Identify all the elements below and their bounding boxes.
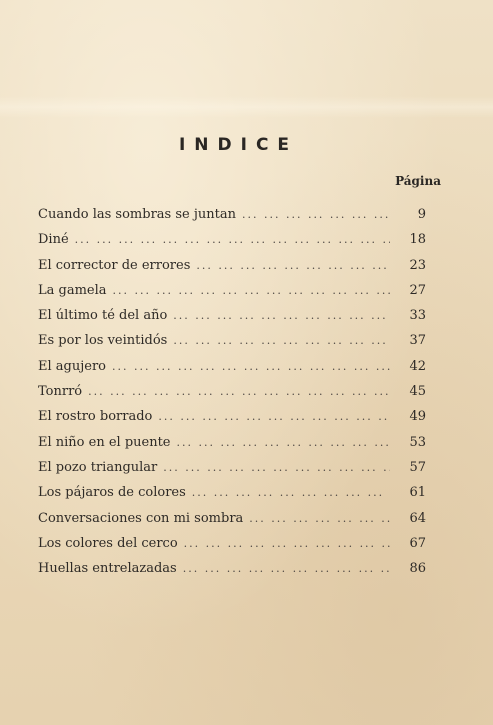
toc-entry (38, 354, 426, 379)
toc-entry-page: 9 (417, 207, 426, 222)
toc-entry-page: 42 (409, 358, 426, 374)
toc-entry (38, 379, 426, 404)
index-title: INDICE (178, 135, 299, 155)
toc-entry-page: 23 (409, 257, 426, 273)
toc-entry (38, 480, 426, 505)
toc-entry (38, 506, 426, 531)
toc-entry (38, 278, 426, 303)
toc-entry (38, 430, 426, 455)
toc-entry (38, 328, 426, 353)
toc-entry-page: 67 (409, 535, 426, 551)
toc-entry (38, 202, 426, 227)
toc-entry-title: Conversaciones con mi sombra (38, 510, 244, 526)
toc-entry-page: 49 (409, 409, 426, 425)
toc-entry-page: 37 (409, 333, 426, 349)
dot-leader (173, 303, 390, 328)
toc-entry-page: 33 (409, 308, 426, 324)
dot-leader (183, 556, 390, 581)
toc-entry (38, 227, 426, 252)
toc-entry (38, 531, 426, 556)
dot-leader (177, 430, 390, 455)
toc-entry (38, 303, 426, 328)
dot-leader (184, 531, 390, 556)
dot-leader (112, 354, 390, 379)
dot-leader (75, 227, 390, 252)
dot-leader (173, 328, 390, 353)
dot-leader (242, 202, 390, 227)
toc-entry-title: Diné (38, 232, 69, 248)
toc-entry-page: 64 (409, 510, 426, 526)
dot-leader (113, 278, 390, 303)
toc-entry-title: Tonrró (38, 384, 83, 400)
toc-entry (38, 455, 426, 480)
dot-leader (158, 404, 390, 429)
toc-entry-title: Los pájaros de colores (38, 485, 186, 501)
toc-entry (38, 404, 426, 429)
toc-entry-title: El último té del año (38, 308, 168, 324)
toc-entry-page: 18 (409, 232, 426, 248)
toc-entry-title: Huellas entrelazadas (38, 561, 177, 577)
dot-leader (88, 379, 390, 404)
toc-entry-title: Los colores del cerco (38, 535, 178, 551)
toc-entry-page: 53 (409, 434, 426, 450)
toc-entry-title: El corrector de errores (38, 257, 191, 273)
toc-entry-title: El agujero (38, 358, 106, 374)
toc-entry-title: Cuando las sombras se juntan (38, 207, 236, 222)
dot-leader (192, 480, 390, 505)
toc-entry-page: 86 (409, 561, 426, 577)
toc-entry-title: El niño en el puente (38, 434, 171, 450)
toc-entry-title: El pozo triangular (38, 459, 158, 475)
page-column-header: Página (395, 174, 441, 188)
dot-leader (163, 455, 390, 480)
toc-entry-title: Es por los veintidós (38, 333, 168, 349)
dot-leader (196, 253, 390, 278)
toc-entry-title: La gamela (38, 282, 107, 298)
paper-fold (0, 96, 493, 118)
toc-entry-page: 27 (409, 282, 426, 298)
toc-entry (38, 556, 426, 581)
dot-leader (249, 506, 390, 531)
table-of-contents (38, 202, 426, 581)
toc-entry (38, 253, 426, 278)
toc-entry-page: 45 (409, 384, 426, 400)
toc-entry-title: El rostro borrado (38, 409, 153, 425)
toc-entry-page: 61 (409, 485, 426, 501)
toc-entry-page: 57 (409, 459, 426, 475)
